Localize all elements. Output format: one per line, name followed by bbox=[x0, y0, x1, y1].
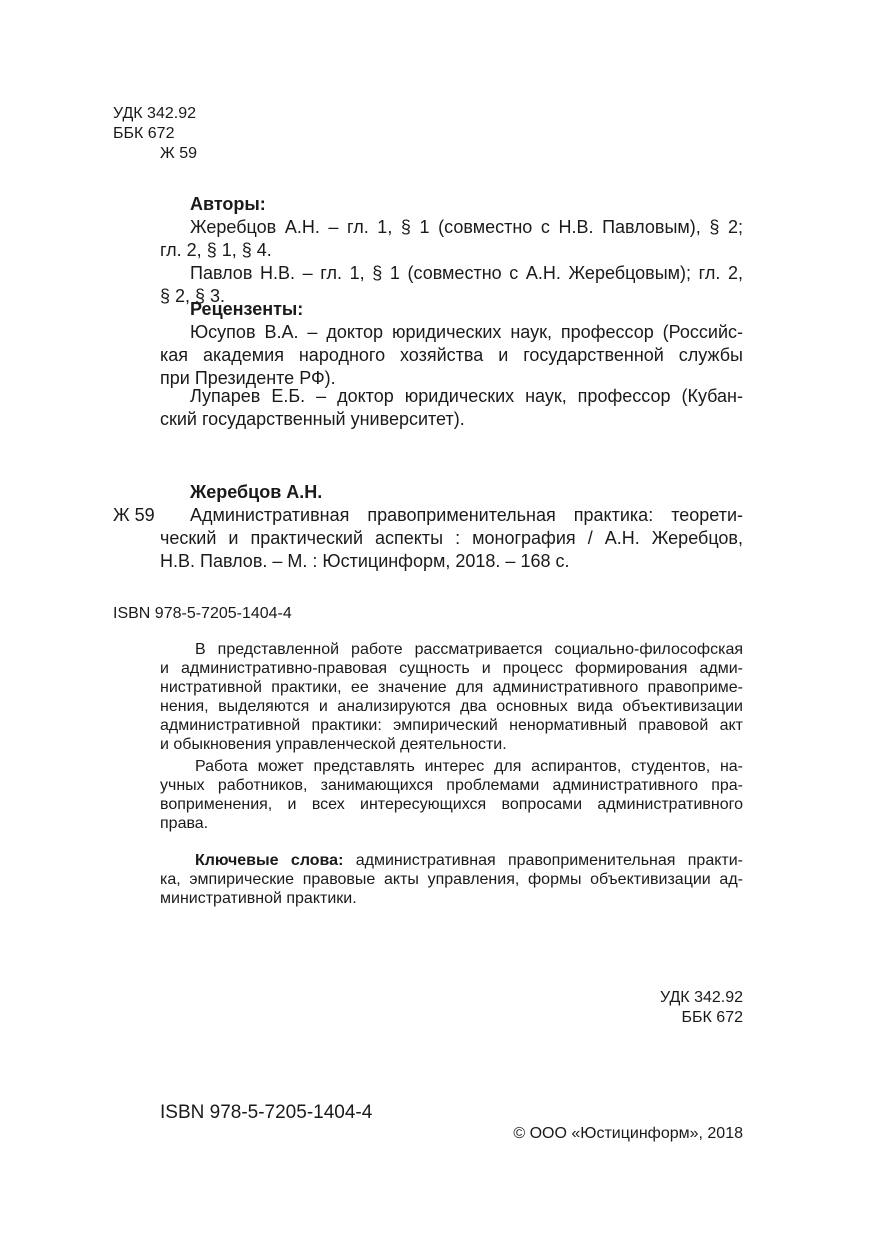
abstract-line: В представленной работе рассматривается социально-философская bbox=[195, 641, 743, 658]
abstract-line: учных работников, занимающихся проблемами административного пра- bbox=[160, 777, 743, 794]
copyright: © ООО «Юстицинформ», 2018 bbox=[513, 1125, 743, 1142]
bbk-code-bottom: ББК 672 bbox=[681, 1009, 743, 1026]
catalog-author: Жеребцов А.Н. bbox=[190, 482, 323, 502]
reviewers-line: Юсупов В.А. – доктор юридических наук, профессор (Российс- bbox=[190, 322, 743, 342]
udk-code-top: УДК 342.92 bbox=[113, 105, 196, 122]
reviewers-heading: Рецензенты: bbox=[190, 299, 304, 319]
keywords-line: ка, эмпирические правовые акты управления, формы объективизации ад- bbox=[160, 871, 743, 888]
authors-line: гл. 2, § 1, § 4. bbox=[160, 240, 272, 260]
keywords-label: Ключевые слова: bbox=[195, 852, 344, 869]
catalog-line: ческий и практический аспекты : монография / А.Н. Жеребцов, bbox=[160, 528, 743, 548]
catalog-line: Н.В. Павлов. – М. : Юстицинформ, 2018. – 168 с. bbox=[160, 551, 570, 571]
keywords-text: административная правоприменительная практи- bbox=[343, 852, 744, 869]
abstract-line: права. bbox=[160, 815, 209, 832]
udk-code-bottom: УДК 342.92 bbox=[660, 989, 743, 1006]
reviewers-line: кая академия народного хозяйства и государственной службы bbox=[160, 345, 743, 365]
authors-line: § 2, § 3. bbox=[160, 286, 226, 306]
abstract-line: административной практики: эмпирический ненормативный правовой акт bbox=[160, 717, 743, 734]
reviewers-line: при Президенте РФ). bbox=[160, 368, 336, 388]
keywords-line: министративной практики. bbox=[160, 890, 357, 907]
abstract-line: Работа может представлять интерес для аспирантов, студентов, на- bbox=[195, 758, 743, 775]
authors-line: Жеребцов А.Н. – гл. 1, § 1 (совместно с Н.В. Павловым), § 2; bbox=[190, 217, 743, 237]
abstract-line: и административно-правовая сущность и процесс формирования адми- bbox=[160, 660, 743, 677]
abstract-line: нистративной практики, ее значение для административного правоприме- bbox=[160, 679, 743, 696]
isbn-bottom: ISBN 978-5-7205-1404-4 bbox=[160, 1102, 373, 1123]
bbk-code-top: ББК 672 bbox=[113, 125, 175, 142]
author-mark-top: Ж 59 bbox=[160, 145, 198, 162]
abstract-line: воприменения, и всех интересующихся вопросами административного bbox=[160, 796, 743, 813]
catalog-code: Ж 59 bbox=[113, 505, 155, 525]
keywords-line-1 bbox=[195, 851, 743, 871]
abstract-line: и обыкновения управленческой деятельности. bbox=[160, 736, 507, 753]
authors-line: Павлов Н.В. – гл. 1, § 1 (совместно с А.Н. Жеребцовым); гл. 2, bbox=[190, 263, 743, 283]
isbn-top: ISBN 978-5-7205-1404-4 bbox=[113, 605, 292, 622]
reviewers-line: ский государственный университет). bbox=[160, 409, 465, 429]
catalog-line: Административная правоприменительная практика: теорети- bbox=[190, 505, 743, 525]
reviewers-line: Лупарев Е.Б. – доктор юридических наук, профессор (Кубан- bbox=[190, 386, 743, 406]
abstract-line: нения, выделяются и анализируются два основных вида объективизации bbox=[160, 698, 743, 715]
authors-heading: Авторы: bbox=[190, 194, 266, 214]
